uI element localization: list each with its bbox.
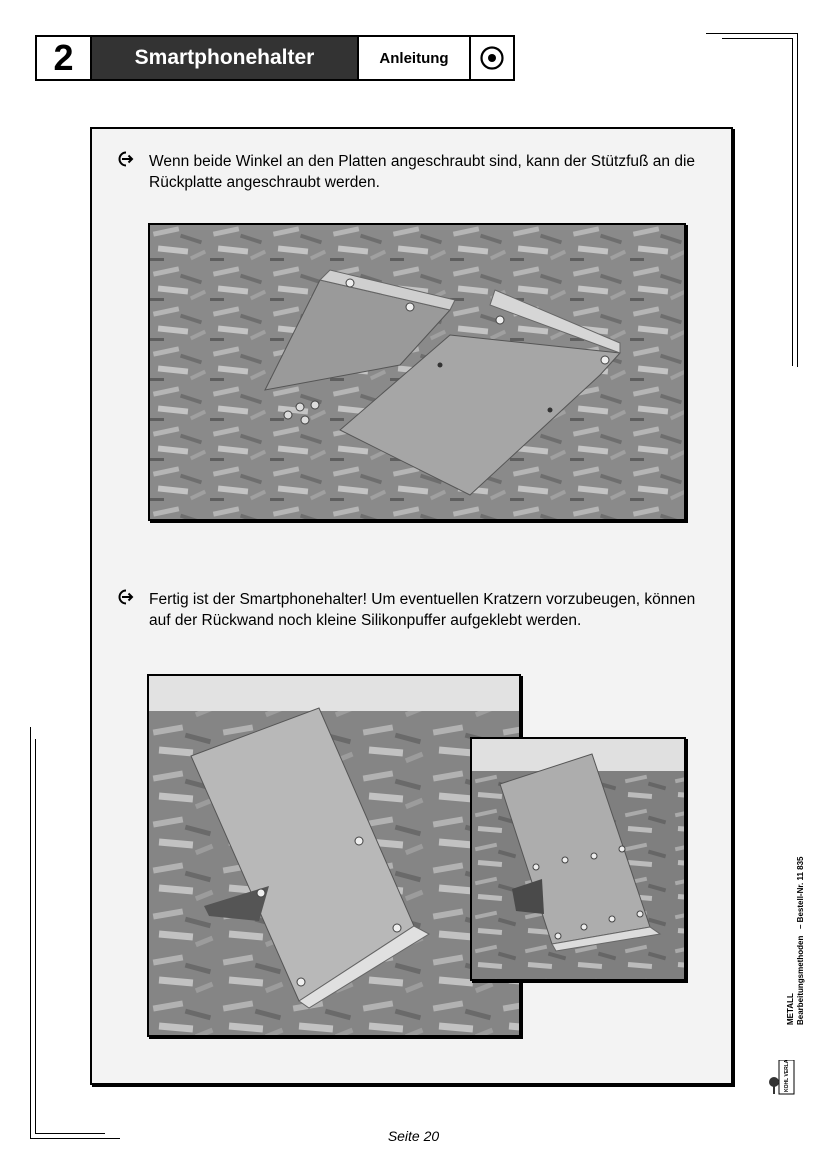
page-title: Smartphonehalter [92, 37, 359, 79]
publisher-logo [768, 1060, 796, 1096]
step-text: Fertig ist der Smartphonehalter! Um eventuellen Kratzern vorzubeugen, können auf der Rückwand noch kleine Silikonpuffer aufgeklebt werden. [149, 591, 696, 629]
target-icon [471, 37, 513, 79]
page-number: Seite 20 [387, 1128, 440, 1144]
page-header [35, 35, 515, 81]
step-text: Wenn beide Winkel an den Platten angeschraubt sind, kann der Stützfuß an die Rückplatte angeschraubt werden. [149, 153, 696, 191]
photo-finished-holder-small [470, 737, 686, 981]
photo-assembly-parts [148, 223, 686, 521]
side-topic: Bearbeitungsmethoden [796, 935, 805, 1025]
side-order-number: – Bestell-Nr. 11 835 [796, 856, 805, 929]
content-frame [90, 127, 733, 1085]
arrow-right-circle-icon [116, 589, 136, 605]
svg-text:KOHL VERLAG: KOHL VERLAG [784, 1060, 790, 1092]
side-publisher-label [786, 856, 806, 1025]
photo-finished-holder-large [147, 674, 521, 1037]
arrow-right-circle-icon [116, 151, 136, 167]
page-type-label: Anleitung [359, 37, 471, 79]
chapter-number: 2 [37, 37, 92, 79]
side-subject: METALL [786, 993, 795, 1025]
